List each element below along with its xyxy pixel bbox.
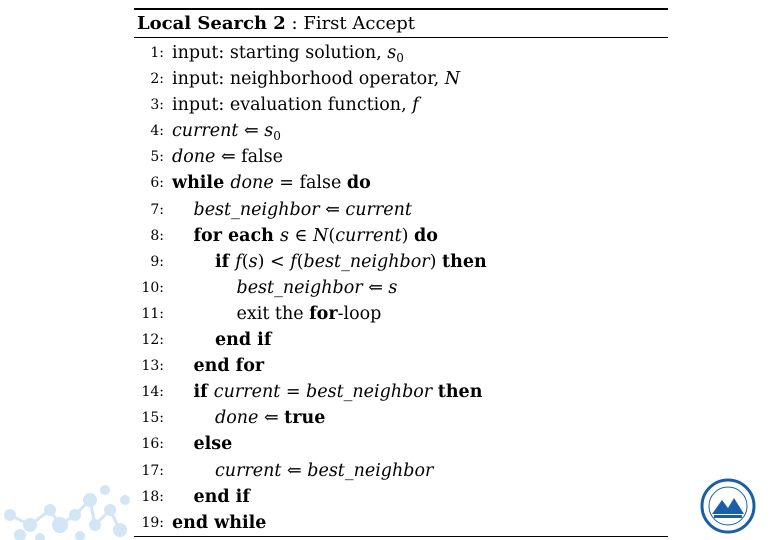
line-code (194, 379, 483, 405)
code-token: ⇐ (238, 121, 265, 142)
code-token: ) (429, 251, 443, 272)
code-token: f (235, 251, 242, 272)
algorithm-title-rest: : First Accept (285, 13, 415, 34)
code-token: N (313, 225, 329, 246)
code-token: while (172, 173, 231, 194)
algorithm-line-3 (134, 92, 668, 118)
code-token: ∈ (288, 225, 314, 246)
code-token: ⇐ (281, 460, 308, 481)
line-number: 12: (141, 332, 164, 349)
code-token: current (215, 460, 282, 481)
code-token: input: starting solution, (172, 43, 388, 63)
code-token: current (213, 382, 281, 403)
algorithm-line-1 (134, 40, 668, 66)
code-token: s (248, 251, 258, 272)
line-number: 4: (150, 123, 164, 140)
code-token: ( (241, 251, 249, 272)
line-number: 14: (141, 384, 164, 401)
line-code (215, 405, 325, 431)
algorithm-box (134, 8, 668, 537)
code-token: if (215, 251, 236, 272)
code-token: end for (193, 356, 265, 377)
algorithm-line-11 (134, 301, 668, 327)
line-code (194, 431, 233, 457)
code-token: current (335, 225, 402, 246)
line-code (194, 197, 412, 223)
code-token: done (230, 173, 274, 194)
code-token: = (280, 382, 307, 403)
code-token: end while (172, 512, 267, 533)
code-token: best_neighbor (193, 199, 320, 220)
code-token: 0 (396, 51, 404, 65)
algorithm-line-17 (134, 458, 668, 484)
line-number: 19: (141, 514, 164, 531)
algorithm-line-7 (134, 197, 668, 223)
line-number: 6: (150, 175, 164, 192)
line-code (215, 458, 433, 484)
code-token: best_neighbor (303, 251, 430, 272)
code-token: ( (296, 251, 304, 272)
code-token: N (444, 69, 461, 90)
line-number: 1: (150, 45, 164, 61)
algorithm-lines (134, 38, 668, 536)
line-code (194, 353, 265, 379)
code-token: = false (273, 173, 347, 194)
code-token: ( (328, 225, 336, 246)
code-token: do (414, 225, 438, 246)
algorithm-line-5 (134, 144, 668, 170)
algorithm-line-13 (134, 353, 668, 379)
code-token: best_neighbor (306, 382, 433, 403)
line-number: 17: (141, 462, 164, 479)
line-number: 8: (150, 227, 164, 244)
algorithm-line-16 (134, 431, 668, 457)
line-number: 11: (141, 305, 164, 322)
algorithm-title (134, 10, 668, 37)
line-number: 7: (150, 201, 164, 218)
code-token: for each (193, 225, 280, 246)
line-number: 10: (141, 279, 164, 296)
algorithm-title-bold: Local Search 2 (137, 13, 286, 34)
code-token: then (442, 251, 487, 272)
code-token: ⇐ (319, 199, 346, 220)
code-token: 0 (273, 129, 281, 144)
line-code (172, 144, 283, 170)
code-token: done (215, 408, 259, 429)
algorithm-line-8 (134, 223, 668, 249)
molecule-pattern-icon (0, 470, 140, 540)
line-code (172, 92, 419, 118)
line-number: 9: (150, 253, 164, 270)
algorithm-line-15 (134, 405, 668, 431)
bottom-rule (134, 536, 668, 537)
algorithm-line-9 (134, 249, 668, 275)
algorithm-line-2 (134, 66, 668, 92)
algorithm-line-10 (134, 275, 668, 301)
line-code (215, 249, 487, 275)
code-token: ⇐ false (215, 147, 284, 168)
line-code (237, 301, 382, 327)
algorithm-line-6 (134, 170, 668, 196)
code-token: f (290, 251, 297, 272)
line-number: 15: (141, 410, 164, 427)
algorithm-line-14 (134, 379, 668, 405)
line-code (172, 66, 460, 92)
algorithm-line-4 (134, 118, 668, 144)
code-token: s (387, 43, 397, 63)
algorithm-line-12 (134, 327, 668, 353)
line-number: 2: (150, 71, 164, 88)
line-code (172, 510, 266, 536)
code-token: ) (401, 225, 415, 246)
algorithm-line-18 (134, 484, 668, 510)
code-token: for (309, 303, 338, 324)
code-token: do (346, 173, 371, 194)
line-number: 3: (150, 97, 164, 114)
code-token: input: neighborhood operator, (172, 69, 445, 90)
code-token: s (264, 121, 274, 142)
line-number: 13: (141, 358, 164, 375)
line-number: 18: (141, 488, 164, 505)
code-token: f (412, 95, 419, 116)
code-token: exit the (236, 303, 310, 324)
line-code (237, 275, 398, 301)
code-token: end if (215, 330, 272, 351)
code-token: best_neighbor (307, 460, 434, 481)
code-token: done (172, 147, 216, 168)
code-token: current (345, 199, 412, 220)
line-number: 16: (141, 436, 164, 453)
code-token: end if (193, 486, 250, 507)
code-token: -loop (337, 303, 382, 324)
code-token: best_neighbor (236, 277, 363, 298)
code-token: if (193, 382, 214, 403)
code-token: ) < (257, 251, 291, 272)
college-seal-icon (700, 478, 756, 534)
code-token: current (172, 121, 239, 142)
line-code (172, 170, 371, 196)
code-token: ⇐ (362, 277, 389, 298)
code-token: ⇐ (258, 408, 285, 429)
code-token: then (437, 382, 483, 403)
code-token: else (193, 434, 233, 455)
line-number: 5: (150, 149, 164, 166)
line-code (194, 223, 438, 249)
code-token: s (388, 277, 398, 298)
line-code (194, 484, 250, 510)
algorithm-line-19 (134, 510, 668, 536)
code-token: true (284, 408, 326, 429)
line-code (215, 327, 271, 353)
code-token: input: evaluation function, (172, 95, 413, 116)
code-token: s (279, 225, 289, 246)
